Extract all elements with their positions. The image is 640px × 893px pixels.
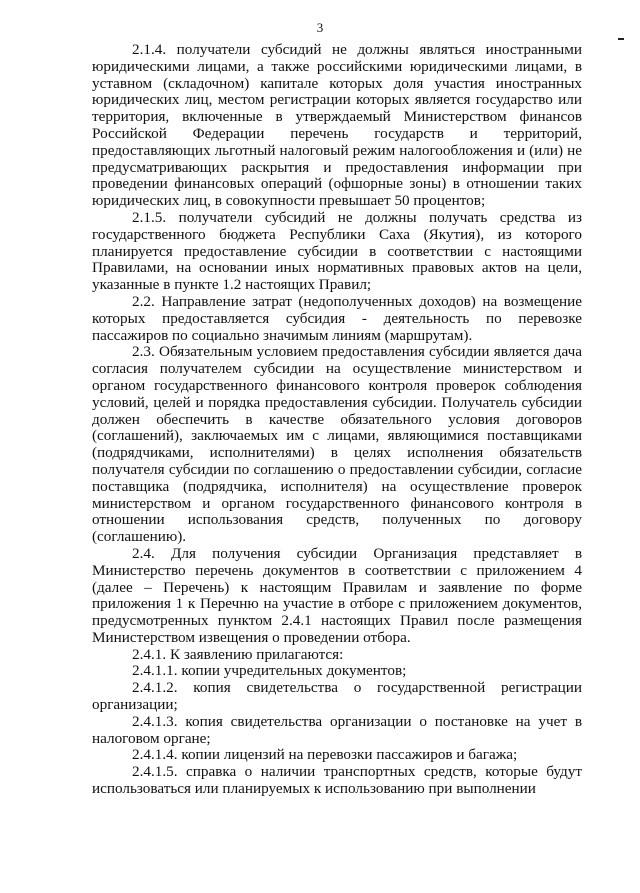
page-number: 3 [316,20,324,35]
paragraph-2-4-1-2: 2.4.1.2. копия свидетельства о государственной регистрации организации; [92,679,582,714]
paragraph-2-4-1-4: 2.4.1.4. копии лицензий на перевозки пассажиров и багажа; [132,746,518,764]
paragraph-2-3: 2.3. Обязательным условием предоставления субсидии является дача согласия получателем субсидии на осуществление министерством и органом государственного финансового контроля проверок соблюдения условий, целей и порядка предоставления субсидии. Получатель субсидии должен обеспечить в качестве обязательного условия договоров (соглашений), заключаемых им с лицами, являющимися поставщиками (подрядчиками, исполнителями) в целях исполнения обязательств получателя субсидии по соглашению о предоставлении субсидии, согласие поставщика (подрядчика, исполнителя) на осуществление проверок министерством и органом государственного финансового контроля в отношении использования средств, полученных по договору (соглашению). [92,343,582,546]
paragraph-2-1-4: 2.1.4. получатели субсидий не должны являться иностранными юридическими лицами, а также российскими юридическими лицами, в уставном (складочном) капитале которых доля участия иностранных юридических лиц, местом регистрации которых является государство или территория, включенные в утверждаемый Министерством финансов Российской Федерации перечень государств и территорий, предоставляющих льготный налоговый режим налогообложения и (или) не предусматривающих раскрытия и предоставления информации при проведении финансовых операций (офшорные зоны) в отношении таких юридических лиц, в совокупности превышает 50 процентов; [92,41,582,210]
paragraph-2-4-1: 2.4.1. К заявлению прилагаются: [132,645,344,663]
document-body [92,42,582,798]
paragraph-2-4-1-5: 2.4.1.5. справка о наличии транспортных средств, которые будут использоваться или планируемых к использованию при выполнении [92,763,582,798]
paragraph-2-4-1-1: 2.4.1.1. копии учредительных документов; [132,662,407,680]
paragraph-2-4: 2.4. Для получения субсидии Организация представляет в Министерство перечень документов в соответствии с приложением 4 (далее – Перечень) к настоящим Правилам и заявление по форме приложения 1 к Перечню на участие в отборе с приложением документов, предусмотренных пунктом 2.4.1 настоящих Правил после размещения Министерством извещения о проведении отбора. [92,544,582,646]
paragraph-2-4-1-3: 2.4.1.3. копия свидетельства организации о постановке на учет в налоговом органе; [92,712,582,747]
scan-mark [618,38,624,40]
paragraph-2-1-5: 2.1.5. получатели субсидий не должны получать средства из государственного бюджета Республики Саха (Якутия), из которого планируется предоставление субсидии в соответствии с настоящими Правилами, на основании иных нормативных правовых актов на цели, указанные в пункте 1.2 настоящих Правил; [92,208,582,294]
paragraph-2-2: 2.2. Направление затрат (недополученных доходов) на возмещение которых предоставляется субсидия - деятельность по перевозке пассажиров по социально значимым линиям (маршрутам). [92,292,582,344]
